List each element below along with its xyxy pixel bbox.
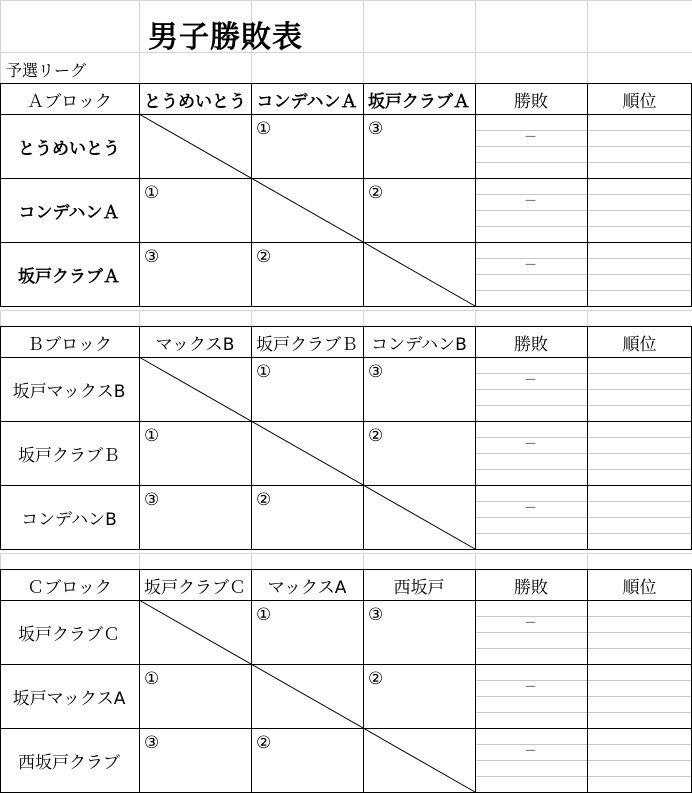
column-header: マックスA [267, 577, 347, 598]
win-loss-header: 勝敗 [514, 334, 548, 355]
win-loss-value: － [524, 616, 538, 631]
win-loss-header: 勝敗 [514, 577, 548, 598]
rank-header: 順位 [622, 91, 657, 112]
win-loss-value: － [524, 437, 538, 452]
win-loss-value: － [524, 744, 538, 759]
win-loss-value: － [524, 194, 538, 209]
win-loss-value: － [524, 680, 538, 695]
row-team-name: コンデハンＡ [18, 202, 120, 223]
page-title: 男子勝敗表 [148, 20, 303, 55]
match-order-mark: ③ [368, 362, 384, 382]
block-name: Ｂブロック [27, 334, 112, 355]
match-order-mark: ② [368, 669, 384, 689]
league-subtitle: 予選リーグ [6, 61, 87, 80]
column-header: コンデハンB [371, 334, 467, 355]
column-header: 西坂戸 [393, 577, 445, 598]
match-order-mark: ② [368, 183, 384, 203]
rank-header: 順位 [622, 334, 657, 355]
match-order-mark: ① [256, 605, 272, 625]
win-loss-value: － [524, 258, 538, 273]
win-loss-value: － [524, 130, 538, 145]
rank-header: 順位 [622, 577, 657, 598]
column-header: コンデハンＡ [256, 91, 358, 112]
match-order-mark: ① [256, 362, 272, 382]
row-team-name: 坂戸マックスB [12, 381, 126, 402]
match-order-mark: ① [144, 183, 160, 203]
win-loss-header: 勝敗 [514, 91, 548, 112]
match-order-mark: ① [144, 669, 160, 689]
win-loss-value: － [524, 501, 538, 516]
match-order-mark: ③ [368, 119, 384, 139]
row-team-name: 西坂戸クラブ [18, 752, 120, 773]
match-order-mark: ③ [144, 733, 160, 753]
row-team-name: 坂戸クラブＣ [18, 624, 120, 645]
match-order-mark: ③ [144, 490, 160, 510]
match-order-mark: ② [256, 247, 272, 267]
match-order-mark: ① [144, 426, 160, 446]
row-team-name: 坂戸クラブＡ [18, 266, 120, 287]
win-loss-value: － [524, 373, 538, 388]
block-name: Ｃブロック [27, 577, 112, 598]
match-order-mark: ② [256, 490, 272, 510]
match-order-mark: ③ [368, 605, 384, 625]
match-order-mark: ① [256, 119, 272, 139]
block-name: Ａブロック [27, 91, 112, 112]
row-team-name: コンデハンB [21, 509, 117, 530]
block-diagonal [139, 600, 475, 792]
row-team-name: 坂戸マックスA [12, 688, 126, 709]
column-header: マックスB [155, 334, 235, 355]
match-order-mark: ② [256, 733, 272, 753]
column-header: 坂戸クラブＢ [256, 334, 358, 355]
column-header: 坂戸クラブＡ [368, 91, 470, 112]
column-header: 坂戸クラブＣ [144, 577, 246, 598]
block-diagonal [139, 357, 475, 549]
column-header: とうめいとう [144, 91, 246, 112]
block-diagonal [139, 114, 475, 306]
row-team-name: とうめいとう [18, 138, 120, 159]
row-team-name: 坂戸クラブＢ [18, 445, 120, 466]
match-order-mark: ② [368, 426, 384, 446]
match-order-mark: ③ [144, 247, 160, 267]
